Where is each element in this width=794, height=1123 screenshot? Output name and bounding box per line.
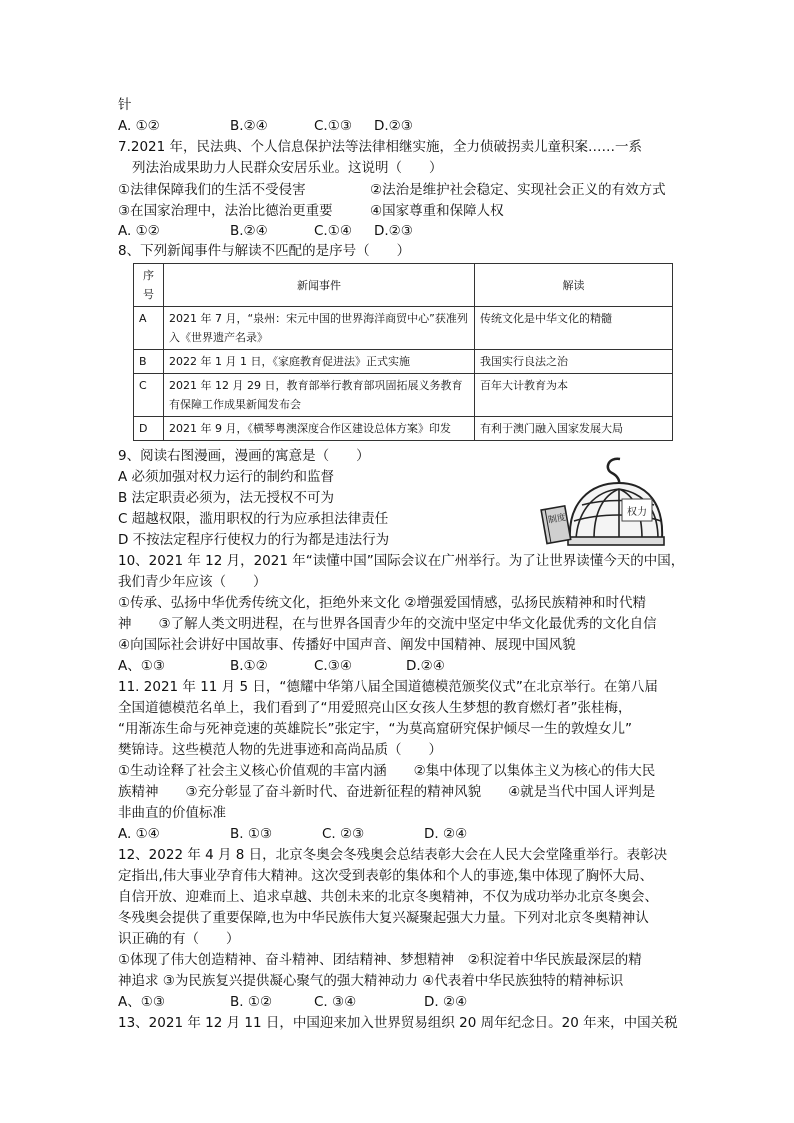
row-id: C bbox=[134, 374, 164, 417]
q12-stem-1: 12、2022 年 4 月 8 日，北京冬奥会冬残奥会总结表彰大会在人民大会堂隆重举行。表彰决 bbox=[118, 847, 668, 863]
q10-stem-1: 10、2021 年 12 月，2021 年“读懂中国”国际会议在广州举行。为了让世界读懂今天的中国， bbox=[118, 553, 685, 569]
q7-statement-1: ①法律保障我们的生活不受侵害 bbox=[118, 182, 306, 198]
q7-option-d: D.②③ bbox=[374, 223, 413, 239]
row-event: 2021 年 7 月，“泉州：宋元中国的世界海洋商贸中心”获准列入《世界遗产名录》 bbox=[164, 307, 475, 350]
q7-statement-4: ④国家尊重和保障人权 bbox=[370, 203, 504, 219]
q11-stem-2: 全国道德模范名单上，我们看到了“用爱照亮山区女孩人生梦想的教育燃灯者”张桂梅， bbox=[118, 700, 632, 716]
q7-statement-2: ②法治是维护社会稳定、实现社会正义的有效方式 bbox=[370, 182, 666, 198]
q12-options bbox=[118, 993, 467, 1012]
q12-statement-1: ①体现了伟大创造精神、奋斗精神、团结精神、梦想精神 ②积淀着中华民族最深层的精 bbox=[118, 952, 642, 968]
q12-option-c: C. ③④ bbox=[314, 994, 357, 1010]
q6-option-d: D.②③ bbox=[374, 118, 413, 134]
q10-statement-1: ①传承、弘扬中华优秀传统文化，拒绝外来文化 ②增强爱国情感，弘扬民族精神和时代精 bbox=[118, 595, 646, 611]
q10-statement-2: 神 ③了解人类文明进程，在与世界各国青少年的交流中坚定中华文化最优秀的文化自信 bbox=[118, 616, 657, 632]
q7-stem-2: 列法治成果助力人民群众安居乐业。这说明（ ） bbox=[132, 160, 443, 176]
q7-options bbox=[118, 222, 413, 241]
row-id: A bbox=[134, 307, 164, 350]
q9-option-d: D 不按法定程序行使权力的行为都是违法行为 bbox=[118, 532, 390, 548]
q11-option-b: B. ①③ bbox=[230, 826, 273, 842]
row-reading: 我国实行良法之治 bbox=[475, 350, 673, 374]
header-reading: 解读 bbox=[475, 264, 673, 307]
q7-option-b: B.②④ bbox=[230, 223, 268, 239]
q11-options bbox=[118, 825, 467, 844]
row-reading: 有利于澳门融入国家发展大局 bbox=[475, 417, 673, 441]
q12-statement-2: 神追求 ③为民族复兴提供凝心聚气的强大精神动力 ④代表着中华民族独特的精神标识 bbox=[118, 973, 624, 989]
row-id: D bbox=[134, 417, 164, 441]
q12-stem-3: 自信开放、迎难而上、追求卓越、共创未来的北京冬奥精神，不仅为成功举办北京冬奥会、 bbox=[118, 889, 658, 905]
header-event: 新闻事件 bbox=[164, 264, 475, 307]
q12-stem-2: 定指出,伟大事业孕育伟大精神。这次受到表彰的集体和个人的事迹,集中体现了胸怀大局、 bbox=[118, 868, 654, 884]
q11-option-d: D. ②④ bbox=[424, 826, 468, 842]
q7-statement-3: ③在国家治理中，法治比德治更重要 bbox=[118, 203, 333, 219]
q10-option-b: B.①② bbox=[230, 658, 268, 674]
q12-option-b: B. ①② bbox=[230, 994, 273, 1010]
row-event: 2021 年 12 月 29 日，教育部举行教育部巩固拓展义务教育有保障工作成果新闻发布会 bbox=[164, 374, 475, 417]
q11-statement-2: 族精神 ③充分彰显了奋斗新时代、奋进新征程的精神风貌 ④就是当代中国人评判是 bbox=[118, 784, 656, 800]
q6-option-a: A. ①② bbox=[118, 118, 160, 134]
q9-option-a: A 必须加强对权力运行的制约和监督 bbox=[118, 469, 335, 485]
row-reading: 百年大计教育为本 bbox=[475, 374, 673, 417]
cage-cartoon-image bbox=[540, 455, 666, 555]
row-event: 2022 年 1 月 1 日，《家庭教育促进法》正式实施 bbox=[164, 350, 475, 374]
row-event: 2021 年 9 月，《横琴粤澳深度合作区建设总体方案》印发 bbox=[164, 417, 475, 441]
q11-statement-1: ①生动诠释了社会主义核心价值观的丰富内涵 ②集中体现了以集体主义为核心的伟大民 bbox=[118, 763, 656, 779]
top-fragment: 针 bbox=[118, 97, 132, 113]
q11-stem-4: 樊锦诗。这些模范人物的先进事迹和高尚品质（ ） bbox=[118, 742, 442, 758]
q9-stem: 9、阅读右图漫画，漫画的寓意是（ ） bbox=[118, 448, 370, 464]
q12-option-a: A、①③ bbox=[118, 994, 165, 1010]
q10-option-c: C.③④ bbox=[314, 658, 352, 674]
table-header-row bbox=[134, 264, 673, 307]
q11-stem-1: 11. 2021 年 11 月 5 日，“德耀中华第八届全国道德模范颁奖仪式”在北京举行。在第八届 bbox=[118, 679, 658, 695]
row-reading: 传统文化是中华文化的精髓 bbox=[475, 307, 673, 350]
q6-option-b: B.②④ bbox=[230, 118, 268, 134]
news-table bbox=[133, 263, 673, 441]
q10-stem-2: 我们青少年应该（ ） bbox=[118, 574, 267, 590]
row-id: B bbox=[134, 350, 164, 374]
table-row bbox=[134, 374, 673, 417]
q7-stem-1: 7.2021 年，民法典、个人信息保护法等法律相继实施，全力侦破拐卖儿童积案……一系 bbox=[118, 139, 643, 155]
table-row bbox=[134, 307, 673, 350]
cage-label: 权力 bbox=[627, 507, 647, 518]
q8-stem: 8、下列新闻事件与解读不匹配的是序号（ ） bbox=[118, 243, 411, 259]
q11-statement-3: 非曲直的价值标准 bbox=[118, 805, 226, 821]
table-row bbox=[134, 417, 673, 441]
q9-option-c: C 超越权限，滥用职权的行为应承担法律责任 bbox=[118, 511, 389, 527]
header-id: 序号 bbox=[134, 264, 164, 307]
q9-option-b: B 法定职责必须为，法无授权不可为 bbox=[118, 490, 335, 506]
q11-option-a: A. ①④ bbox=[118, 826, 160, 842]
q7-option-a: A. ①② bbox=[118, 223, 160, 239]
q10-option-d: D.②④ bbox=[406, 658, 445, 674]
q13-stem: 13、2021 年 12 月 11 日，中国迎来加入世界贸易组织 20 周年纪念日。20 年来，中国关税 bbox=[118, 1015, 678, 1031]
q6-option-c: C.①③ bbox=[314, 118, 352, 134]
q10-options bbox=[118, 657, 445, 676]
book-label: 制度 bbox=[547, 512, 567, 526]
q7-statements-row1 bbox=[118, 181, 666, 200]
q10-statement-3: ④向国际社会讲好中国故事、传播好中国声音、阐发中国精神、展现中国风貌 bbox=[118, 637, 576, 653]
q12-stem-5: 识正确的有（ ） bbox=[118, 931, 240, 947]
q11-option-c: C. ②③ bbox=[322, 826, 365, 842]
table-row bbox=[134, 350, 673, 374]
q10-option-a: A、①③ bbox=[118, 658, 165, 674]
q6-options bbox=[118, 117, 413, 136]
q12-stem-4: 冬残奥会提供了重要保障,也为中华民族伟大复兴凝聚起强大力量。下列对北京冬奥精神认 bbox=[118, 910, 649, 926]
q7-statements-row2 bbox=[118, 202, 504, 221]
q11-stem-3: “用渐冻生命与死神竞速的英雄院长”张定宇，“为莫高窟研究保护倾尽一生的敦煌女儿” bbox=[118, 721, 632, 737]
q12-option-d: D. ②④ bbox=[424, 994, 468, 1010]
q7-option-c: C.①④ bbox=[314, 223, 352, 239]
